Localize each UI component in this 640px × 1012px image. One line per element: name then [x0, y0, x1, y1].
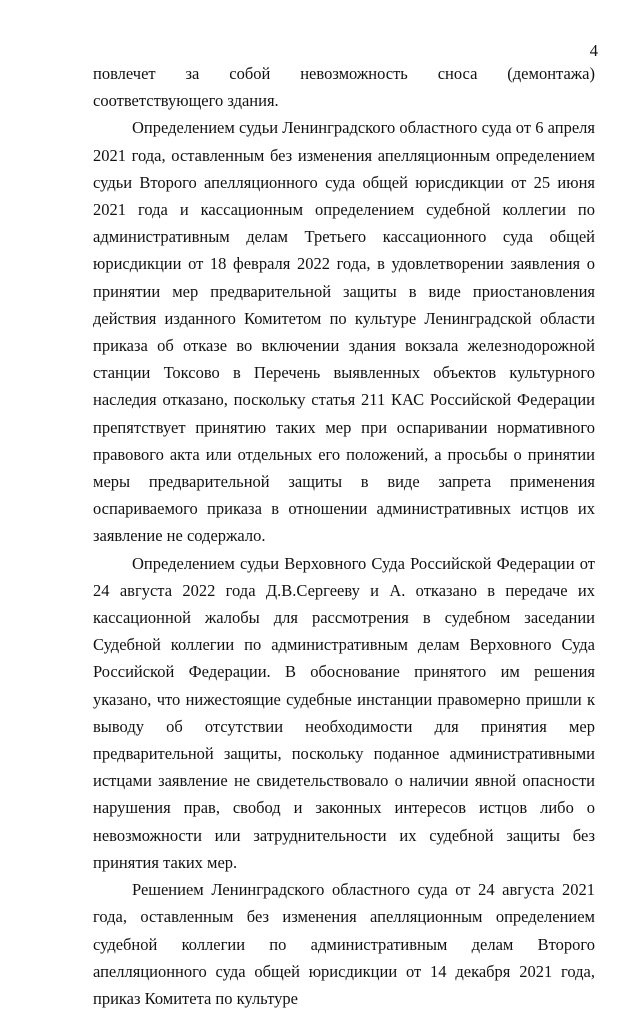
document-body	[93, 60, 595, 1012]
paragraph-regional-court-decision: Решением Ленинградского областного суда от 24 августа 2021 года, оставленным без изменения апелляционным определением судебной коллегии по административным делам Второго апелляционного суда общей юрисдикции от 14 декабря 2021 года, приказ Комитета по культуре	[93, 880, 595, 1008]
paragraph-continuation: повлечет за собой невозможность сноса (демонтажа) соответствующего здания.	[93, 64, 595, 111]
paragraph-supreme-court-ruling: Определением судьи Верховного Суда Российской Федерации от 24 августа 2022 года Д.В.Сергееву и А. отказано в передаче их кассационной жалобы для рассмотрения в судебном заседании Судебной коллегии по административным делам Верховного Суда Российской Федерации. В обоснование принятого им решения указано, что нижестоящие судебные инстанции правомерно пришли к выводу об отсутствии необходимости для принятия мер предварительной защиты, поскольку поданное административными истцами заявление не свидетельствовало о наличии явной опасности нарушения прав, свобод и законных интересов истцов либо о невозможности или затруднительности их судебной защиты без принятия таких мер.	[93, 553, 595, 872]
page-number: 4	[589, 41, 598, 60]
paragraph-interim-measures-ruling: Определением судьи Ленинградского областного суда от 6 апреля 2021 года, оставленным без изменения апелляционным определением судьи Второго апелляционного суда общей юрисдикции от 25 июня 2021 года и кассационным определением судебной коллегии по административным делам Третьего кассационного суда общей юрисдикции от 18 февраля 2022 года, в удовлетворении заявления о принятии мер предварительной защиты в виде приостановления действия изданного Комитетом по культуре Ленинградской области приказа об отказе во включении здания вокзала железнодорожной станции Токсово в Перечень выявленных объектов культурного наследия отказано, поскольку статья 211 КАС Российской Федерации препятствует принятию таких мер при оспаривании нормативного правового акта или отдельных его положений, а просьбы о принятии меры предварительной защиты в виде запрета применения оспариваемого приказа в отношении административных истцов их заявление не содержало.	[93, 118, 595, 546]
